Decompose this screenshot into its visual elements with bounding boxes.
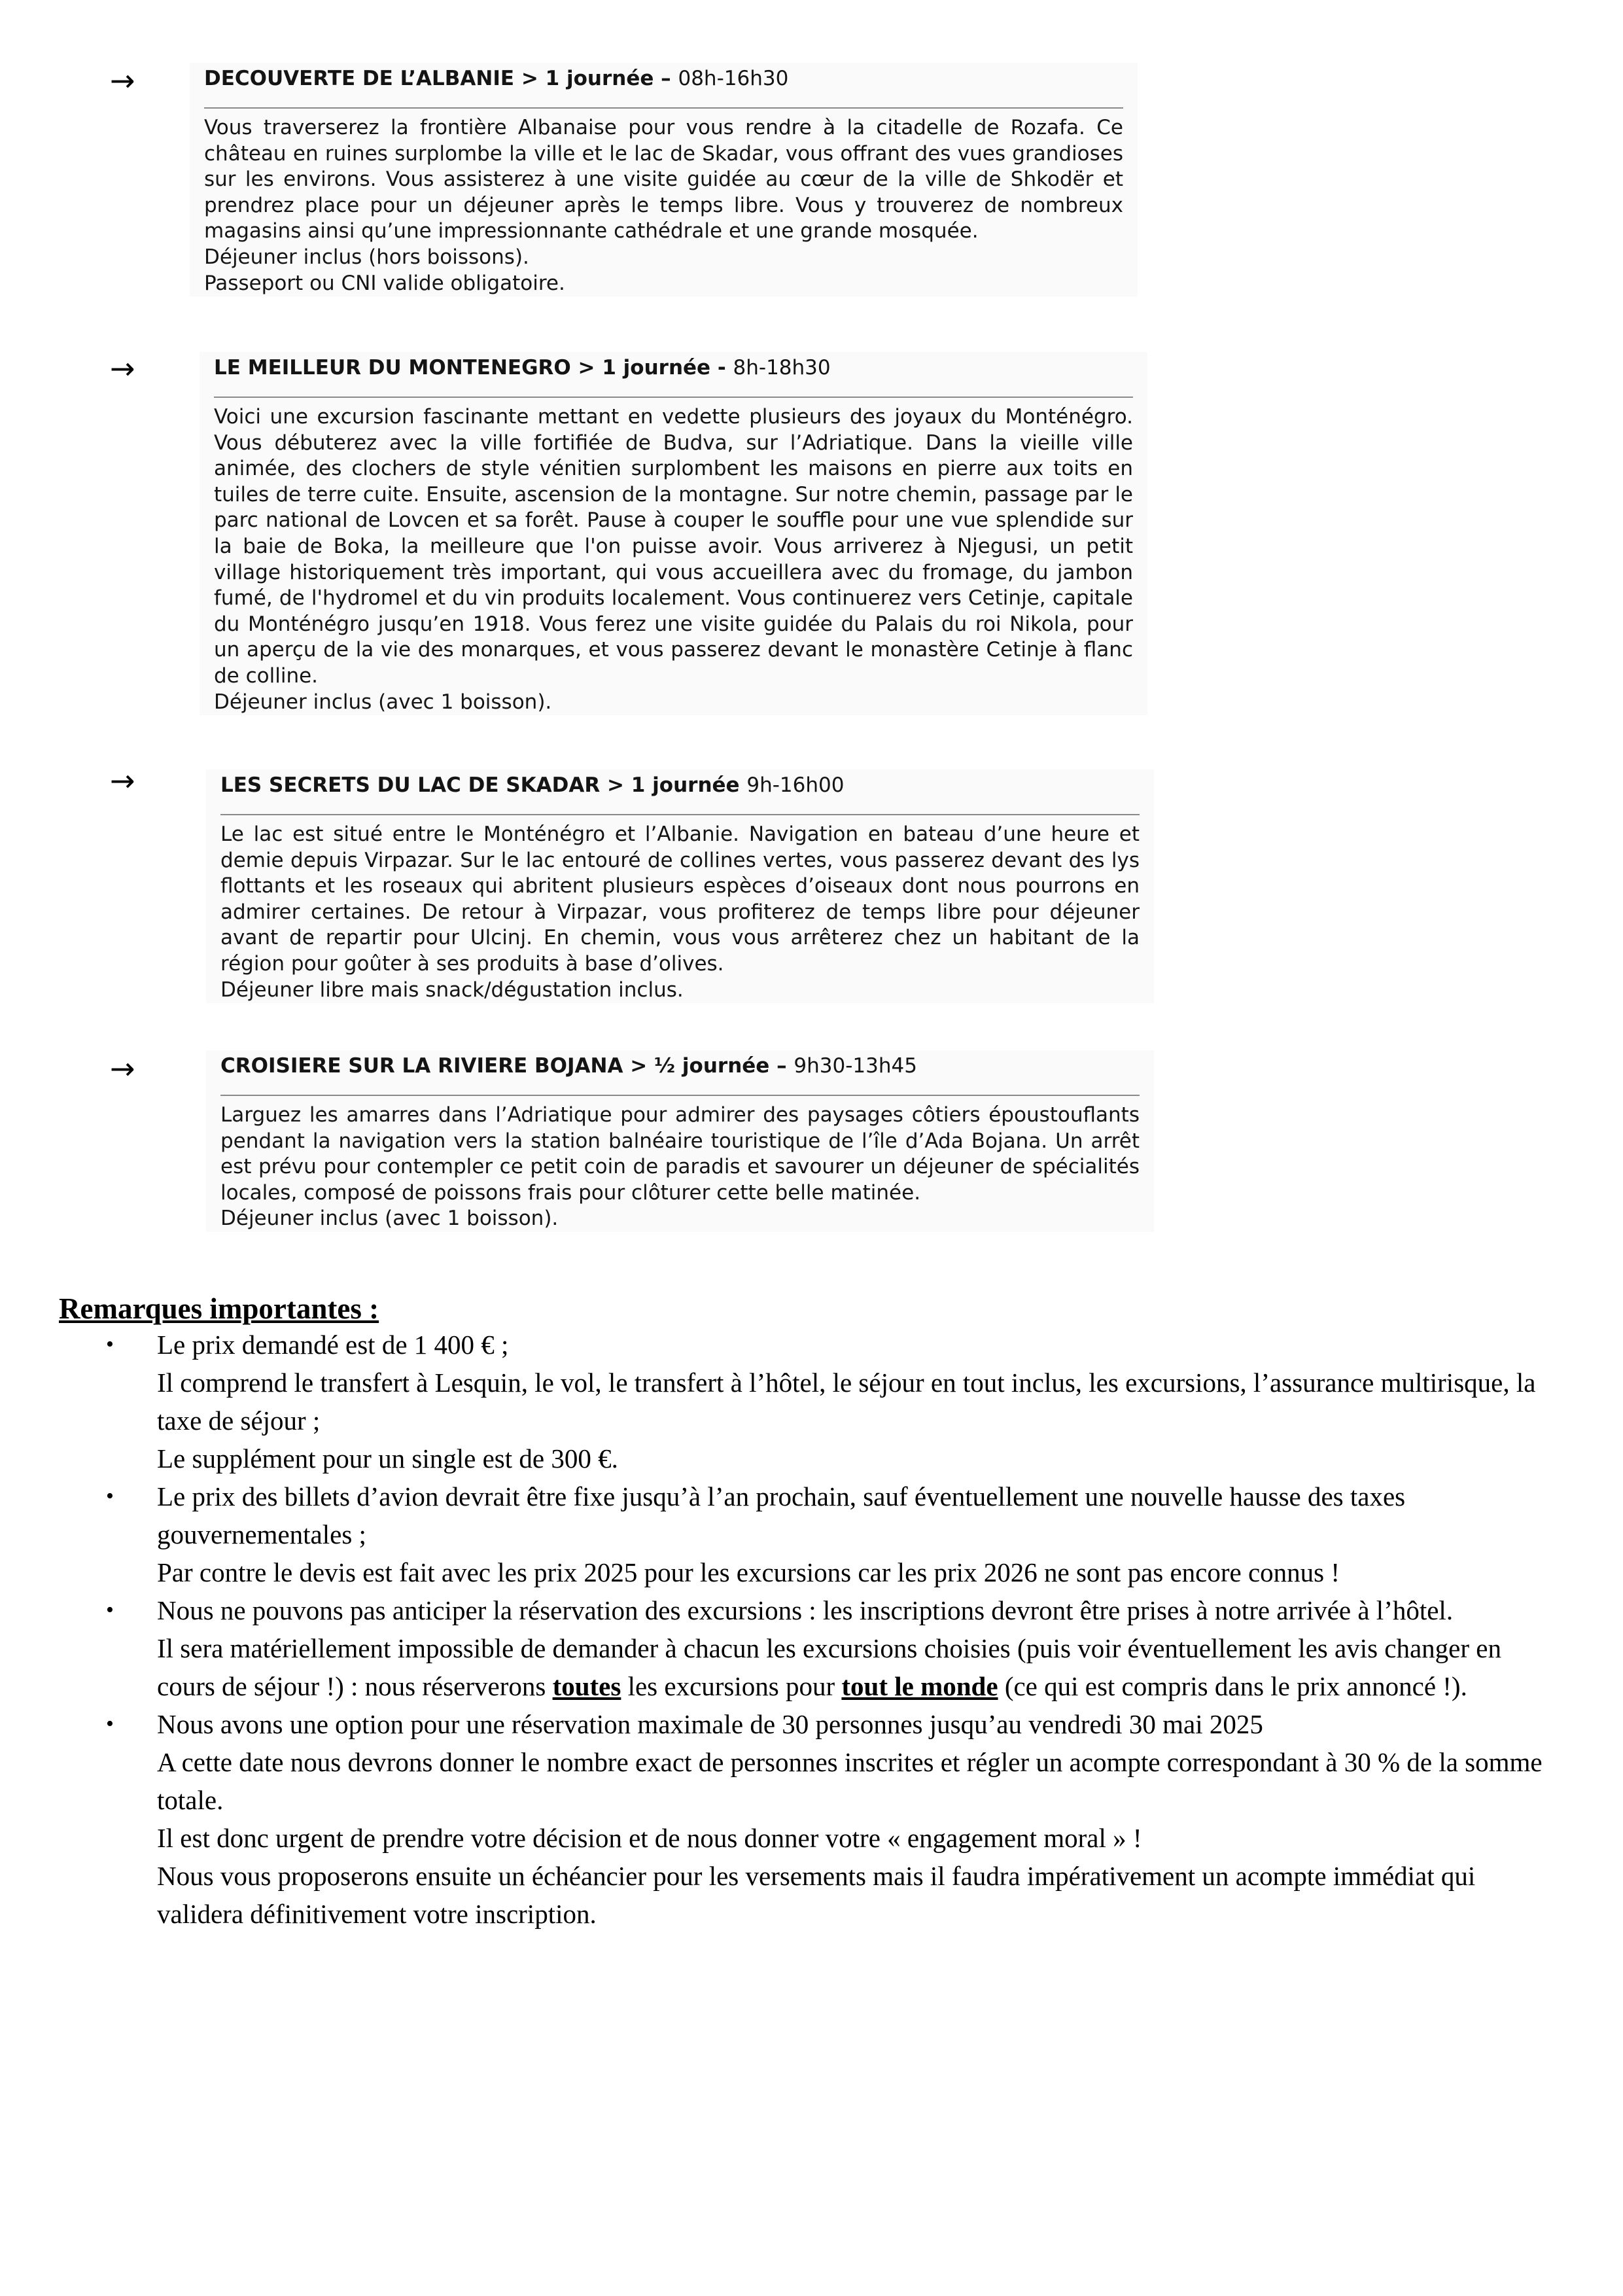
arrow-icon: →: [110, 63, 135, 98]
emphasis-toutes: toutes: [552, 1671, 621, 1701]
excursion-note: Déjeuner libre mais snack/dégustation inclus.: [220, 978, 684, 1002]
list-item: [106, 1705, 1563, 1933]
excursion-card: [206, 1050, 1154, 1232]
divider: [214, 397, 1133, 398]
arrow-icon: →: [110, 1051, 135, 1086]
arrow-icon: →: [110, 763, 135, 798]
divider: [220, 1095, 1140, 1096]
remark-line: Il sera matériellement impossible de demander à chacun les excursions choisies (puis voir éventuellement les avis changer en cours de séjour !) : nous réserverons toutes les excursions pour tout le monde (ce qui est compris dans le prix annoncé !).: [157, 1633, 1501, 1701]
remark-line: A cette date nous devrons donner le nombre exact de personnes inscrites et régler un acompte correspondant à 30 % de la somme totale.: [157, 1747, 1543, 1815]
excursion-title: LES SECRETS DU LAC DE SKADAR > 1 journée 9h-16h00: [220, 773, 845, 797]
divider: [204, 107, 1123, 109]
remark-line: Le prix des billets d’avion devrait être fixe jusqu’à l’an prochain, sauf éventuellement une nouvelle hausse des taxes gouvernementales ;: [157, 1481, 1406, 1549]
excursion-description: Le lac est situé entre le Monténégro et l’Albanie. Navigation en bateau d’une heure et demie depuis Virpazar. Sur le lac entouré de collines vertes, vous passerez devant des lys flottants et les roseaux qui abritent plusieurs espèces d’oiseaux dont nous pourrons en admirer certaines. De retour à Virpazar, vous profiterez de temps libre pour déjeuner avant de repartir pour Ulcinj. En chemin, vous vous arrêterez chez un habitant de la région pour goûter à ses produits à base d’olives.: [220, 822, 1140, 976]
excursion-description: Voici une excursion fascinante mettant en vedette plusieurs des joyaux du Monténégro. Vous débuterez avec la ville fortifiée de Budva, sur l’Adriatique. Dans la vieille ville animée, des clochers de style vénitien surplombent les maisons en pierre aux toits en tuiles de terre cuite. Ensuite, ascension de la montagne. Sur notre chemin, passage par le parc national de Lovcen et sa forêt. Pause à couper le souffle pour une vue splendide sur la baie de Boka, la meilleure que l'on puisse avoir. Vous arriverez à Njegusi, un petit village historiquement très important, qui vous accueillera avec du fromage, du jambon fumé, de l'hydromel et du vin produits localement. Vous continuerez vers Cetinje, capitale du Monténégro jusqu’en 1918. Vous ferez une visite guidée du Palais du roi Nikola, pour un aperçu de la vie des monarques, et vous passerez devant le monastère Cetinje à flanc de colline.: [214, 405, 1133, 688]
list-item: [106, 1591, 1563, 1705]
list-item: [106, 1477, 1563, 1591]
excursion-time: 9h-16h00: [746, 773, 845, 797]
remark-line: Le supplément pour un single est de 300 €.: [157, 1443, 618, 1474]
excursion-card: [190, 63, 1138, 296]
excursion-card: [200, 352, 1147, 715]
remark-line: Il comprend le transfert à Lesquin, le vol, le transfert à l’hôtel, le séjour en tout inclus, les excursions, l’assurance multirisque, la taxe de séjour ;: [157, 1368, 1536, 1436]
arrow-icon: →: [110, 351, 135, 386]
excursion-card: [206, 769, 1154, 1003]
excursion-title: CROISIERE SUR LA RIVIERE BOJANA > ½ journée – 9h30-13h45: [220, 1054, 917, 1078]
bullet-icon: •: [106, 1598, 114, 1622]
remark-line: Nous vous proposerons ensuite un échéancier pour les versements mais il faudra impérativement un acompte immédiat qui validera définitivement votre inscription.: [157, 1861, 1476, 1929]
remark-line: Nous ne pouvons pas anticiper la réservation des excursions : les inscriptions devront être prises à notre arrivée à l’hôtel.: [157, 1595, 1454, 1625]
list-item: [106, 1326, 1563, 1477]
remark-line: Nous avons une option pour une réservation maximale de 30 personnes jusqu’au vendredi 30 mai 2025: [157, 1709, 1263, 1739]
remarks-heading: Remarques importantes :: [59, 1292, 379, 1325]
excursion-note: Déjeuner inclus (avec 1 boisson).: [214, 690, 552, 714]
excursion-note: Passeport ou CNI valide obligatoire.: [204, 271, 565, 295]
excursion-time: 9h30-13h45: [794, 1054, 917, 1078]
excursion-note: Déjeuner inclus (hors boissons).: [204, 245, 529, 269]
excursion-time: 8h-18h30: [733, 356, 831, 380]
remark-line: Le prix demandé est de 1 400 € ;: [157, 1330, 509, 1360]
excursion-title: DECOUVERTE DE L’ALBANIE > 1 journée – 08h-16h30: [204, 67, 789, 90]
bullet-icon: •: [106, 1484, 114, 1508]
bullet-icon: •: [106, 1332, 114, 1356]
excursion-time: 08h-16h30: [678, 67, 789, 90]
divider: [220, 814, 1140, 815]
remark-line: Par contre le devis est fait avec les prix 2025 pour les excursions car les prix 2026 ne sont pas encore connus !: [157, 1557, 1340, 1587]
emphasis-tout-le-monde: tout le monde: [841, 1671, 998, 1701]
excursion-description: Larguez les amarres dans l’Adriatique pour admirer des paysages côtiers époustouflants pendant la navigation vers la station balnéaire touristique de l’île d’Ada Bojana. Un arrêt est prévu pour contempler ce petit coin de paradis et savourer un déjeuner de spécialités locales, composé de poissons frais pour clôturer cette belle matinée.: [220, 1103, 1140, 1205]
excursion-title: LE MEILLEUR DU MONTENEGRO > 1 journée - 8h-18h30: [214, 356, 831, 380]
excursion-note: Déjeuner inclus (avec 1 boisson).: [220, 1207, 559, 1231]
excursion-description: Vous traverserez la frontière Albanaise pour vous rendre à la citadelle de Rozafa. Ce château en ruines surplombe la ville et le lac de Skadar, vous offrant des vues grandioses sur les environs. Vous assisterez à une visite guidée au cœur de la ville de Shkodër et prendrez place pour un déjeuner après le temps libre. Vous y trouverez de nombreux magasins ainsi qu’une impressionnante cathédrale et une grande mosquée.: [204, 116, 1123, 243]
remark-line: Il est donc urgent de prendre votre décision et de nous donner votre « engagement moral » !: [157, 1823, 1142, 1853]
remarks-list: [106, 1326, 1563, 1933]
bullet-icon: •: [106, 1712, 114, 1736]
